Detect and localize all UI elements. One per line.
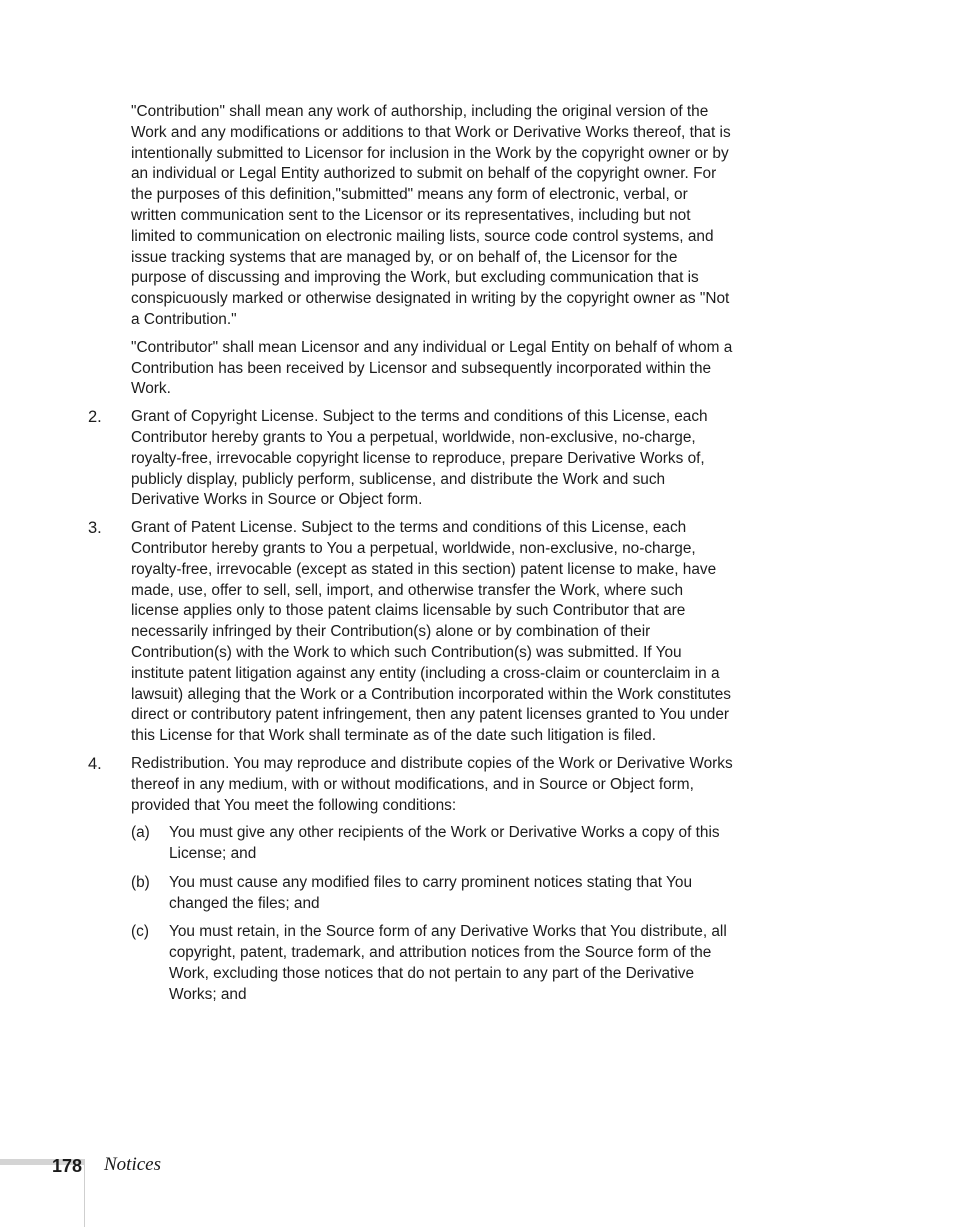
- list-item-2: [88, 407, 735, 511]
- contribution-definition: "Contribution" shall mean any work of authorship, including the original version of the Work and any modifications or additions to that Work or Derivative Works thereof, that is intentionally submitted to Licensor for inclusion in the Work by the copyright owner or by an individual or Legal Entity authorized to submit on behalf of the copyright owner. For the purposes of this definition,"submitted" means any form of electronic, verbal, or written communication sent to the Licensor or its representatives, including but not limited to communication on electronic mailing lists, source code control systems, and issue tracking systems that are managed by, or on behalf of, the Licensor for the purpose of discussing and improving the Work, but excluding communication that is conspicuously marked or otherwise designated in writing by the copyright owner as "Not a Contribution.": [131, 103, 731, 328]
- sub-item-text: You must retain, in the Source form of any Derivative Works that You distribute, all copyright, patent, trademark, and attribution notices from the Source form of the Work, excluding those notices that do not pertain to any part of the Derivative Works; and: [169, 923, 727, 1003]
- page-number: 178: [52, 1156, 83, 1176]
- footer-divider: [84, 1159, 85, 1227]
- list-item-number: 4.: [88, 754, 102, 773]
- sub-item-c: [131, 922, 735, 1005]
- sub-item-b: [131, 873, 735, 915]
- sub-item-label: (c): [131, 923, 149, 941]
- sub-item-a: [131, 823, 735, 865]
- list-item-text: Redistribution. You may reproduce and distribute copies of the Work or Derivative Works thereof in any medium, with or without modifications, and in Source or Object form, provided that You meet the following conditions:: [131, 754, 733, 814]
- section-name: Notices: [104, 1154, 161, 1175]
- list-item-3: [88, 518, 735, 747]
- list-item-4: [88, 754, 735, 1006]
- list-item-number: 3.: [88, 519, 102, 538]
- sub-item-label: (a): [131, 824, 150, 842]
- contributor-definition: "Contributor" shall mean Licensor and any individual or Legal Entity on behalf of whom a Contribution has been received by Licensor and subsequently incorporated within the Work.: [131, 338, 733, 398]
- sub-item-text: You must give any other recipients of the Work or Derivative Works a copy of this License; and: [169, 824, 720, 863]
- sub-item-label: (b): [131, 873, 150, 891]
- page-body: [88, 102, 735, 1014]
- sub-item-text: You must cause any modified files to carry prominent notices stating that You changed the files; and: [169, 873, 693, 912]
- list-item-text: Grant of Patent License. Subject to the terms and conditions of this License, each Contributor hereby grants to You a perpetual, worldwide, non-exclusive, no-charge, royalty-free, irrevocable (except as stated in this section) patent license to make, have made, use, offer to sell, sell, import, and otherwise transfer the Work, where such license applies only to those patent claims licensable by such Contributor that are necessarily infringed by their Contribution(s) alone or by combination of their Contribution(s) with the Work to which such Contribution(s) was submitted. If You institute patent litigation against any entity (including a cross-claim or counterclaim in a lawsuit) alleging that the Work or a Contribution incorporated within the Work constitutes direct or contributory patent infringement, then any patent licenses granted to You under this License for that Work shall terminate as of the date such litigation is filed.: [131, 519, 731, 745]
- list-item-number: 2.: [88, 408, 102, 427]
- list-item-text: Grant of Copyright License. Subject to the terms and conditions of this License, each Contributor hereby grants to You a perpetual, worldwide, non-exclusive, no-charge, royalty-free, irrevocable copyright license to reproduce, prepare Derivative Works of, publicly display, publicly perform, sublicense, and distribute the Work and such Derivative Works in Source or Object form.: [131, 408, 708, 509]
